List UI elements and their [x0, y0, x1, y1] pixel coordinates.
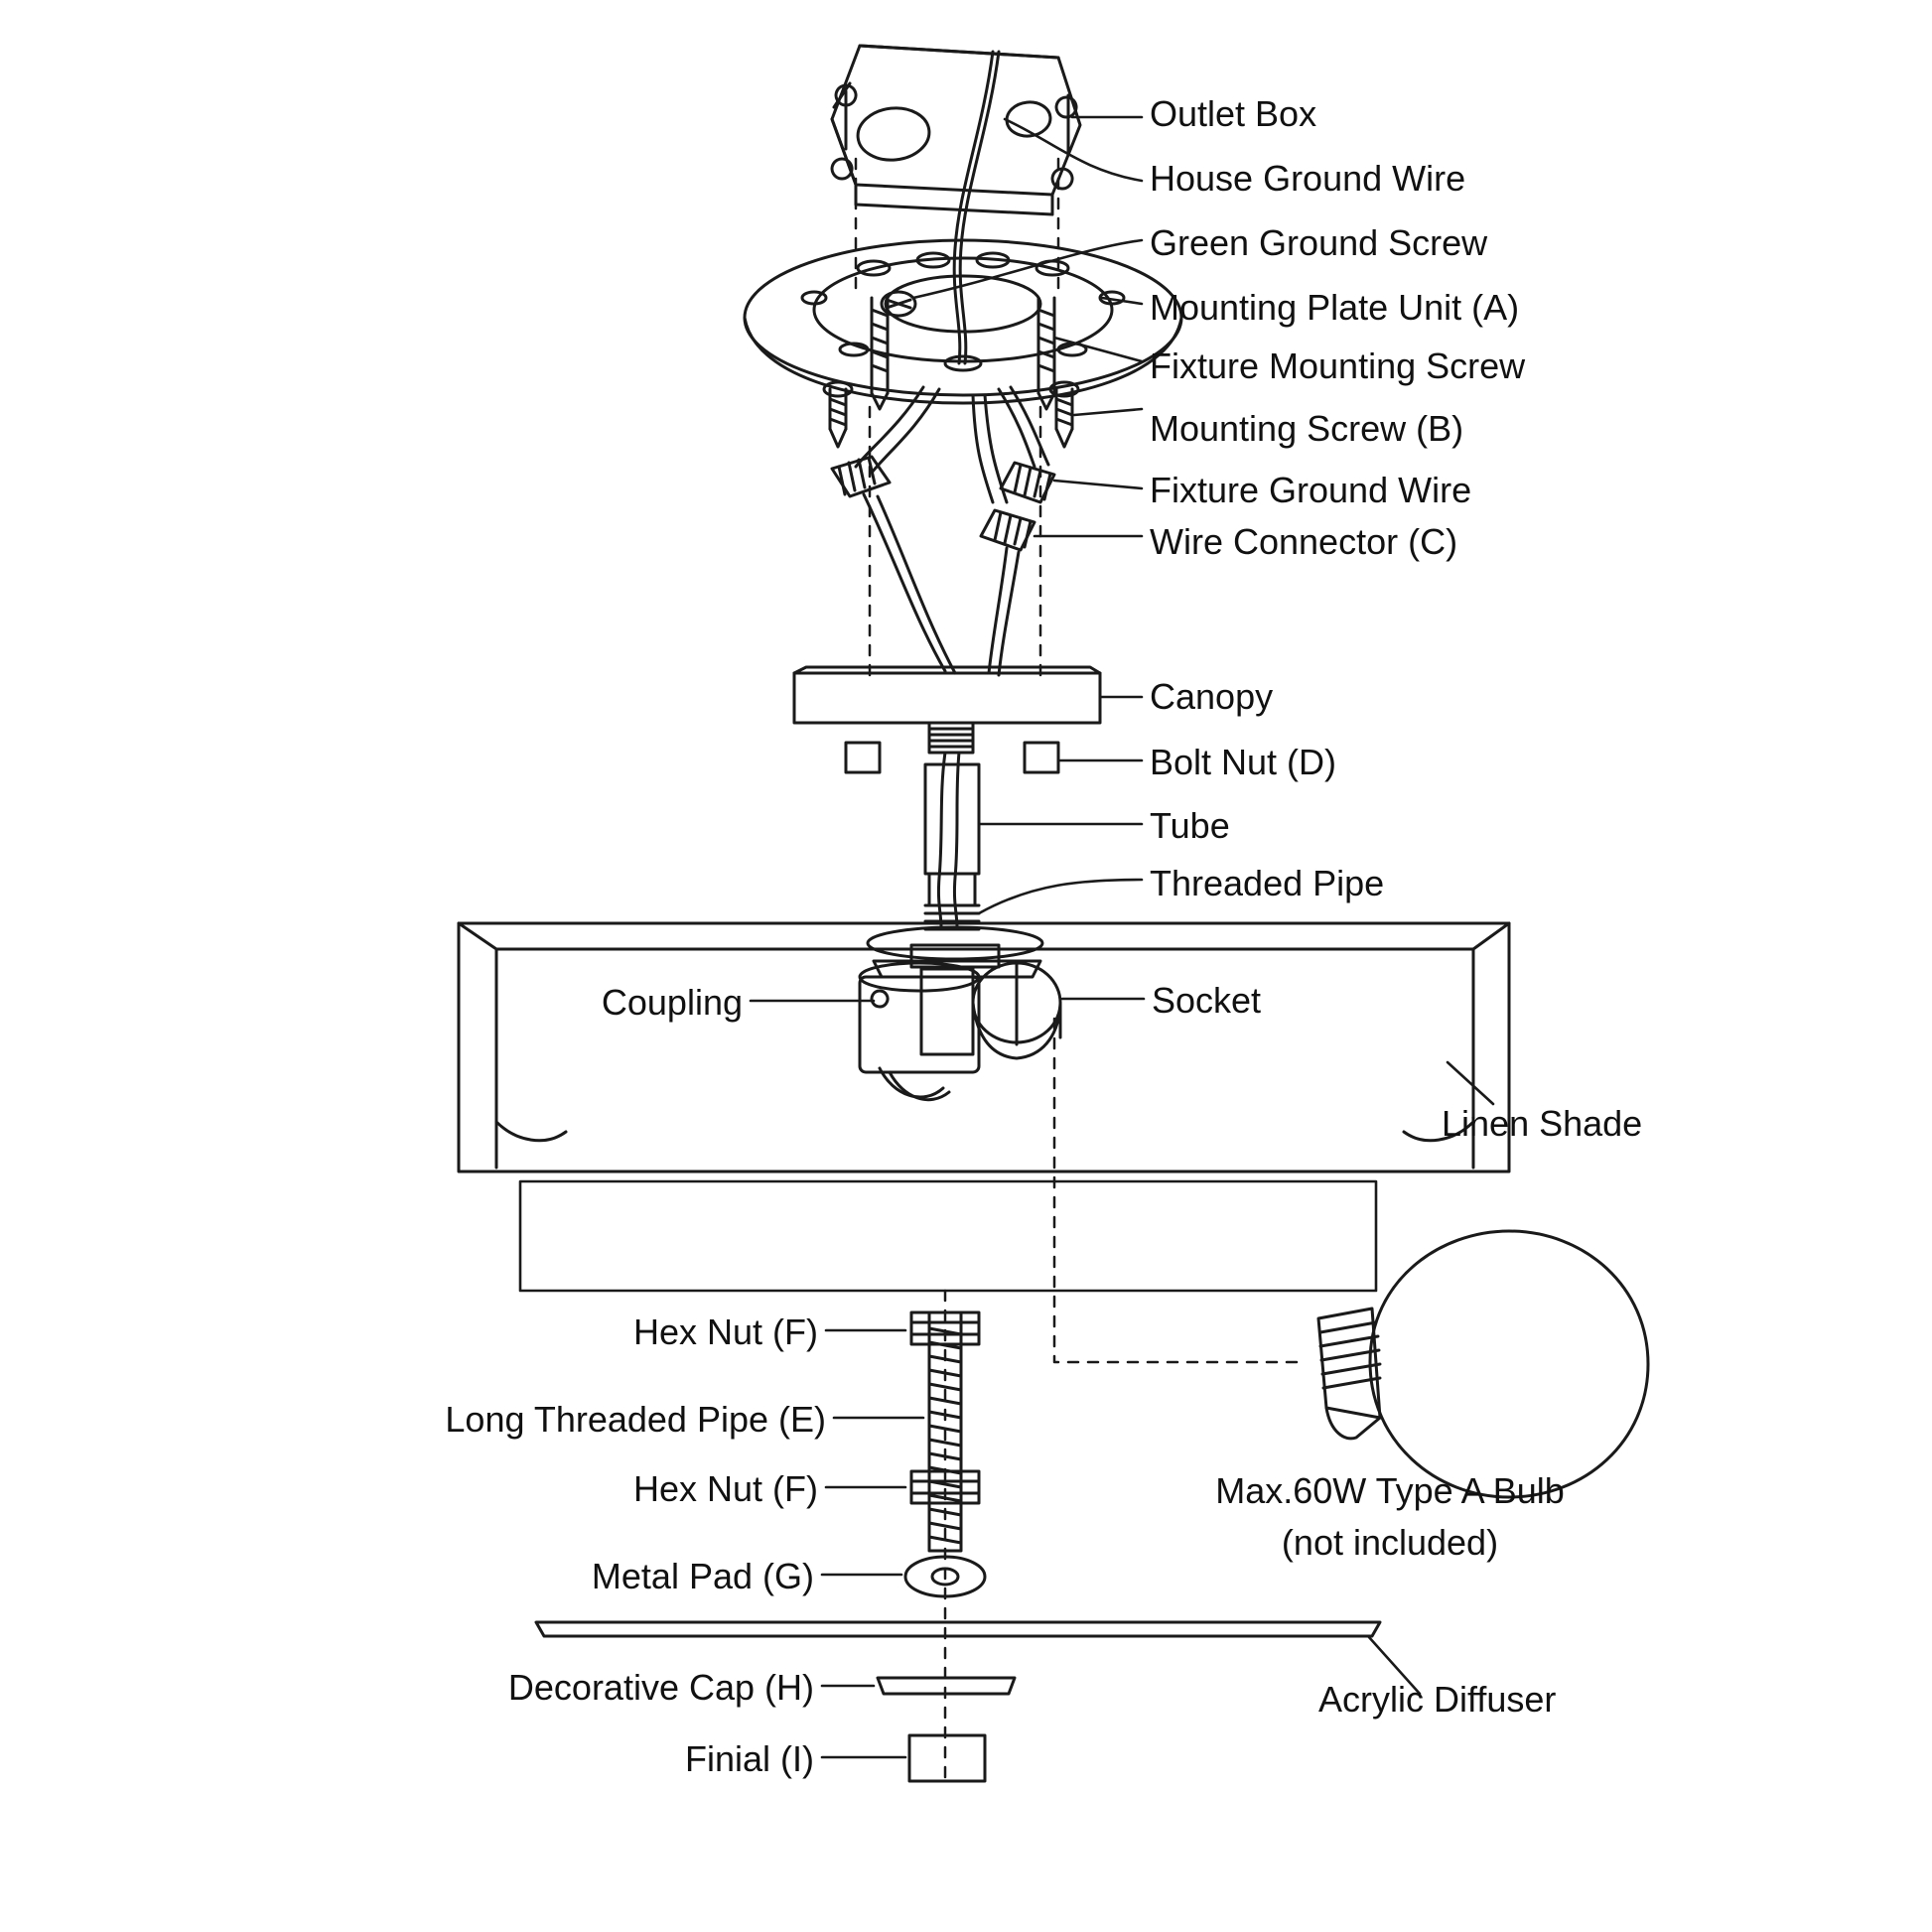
label-socket: Socket: [1152, 980, 1262, 1021]
label-outlet-box: Outlet Box: [1150, 93, 1317, 134]
label-decorative-cap-h: Decorative Cap (H): [507, 1667, 814, 1708]
label-house-ground-wire: House Ground Wire: [1150, 158, 1466, 199]
outlet-box-graphic: [832, 46, 1080, 214]
tube-graphic: [925, 723, 979, 929]
label-hex-nut-f-top: Hex Nut (F): [632, 1311, 818, 1352]
label-canopy: Canopy: [1150, 676, 1274, 717]
label-long-threaded-pipe-e: Long Threaded Pipe (E): [445, 1399, 826, 1440]
bulb-graphic: [1318, 1231, 1648, 1497]
label-bulb-line1: Max.60W Type A Bulb: [1215, 1470, 1565, 1511]
socket-coupling-graphic: [860, 927, 1060, 1100]
finial-i-graphic: [909, 1735, 985, 1781]
wire-connector-graphic: [832, 457, 1054, 550]
wire-to-canopy-graphic: [864, 494, 1019, 675]
label-fixture-mounting-screw: Fixture Mounting Screw: [1150, 345, 1526, 386]
label-bulb-line2: (not included): [1281, 1522, 1499, 1563]
label-mounting-plate-unit: Mounting Plate Unit (A): [1150, 287, 1520, 328]
label-linen-shade: Linen Shade: [1442, 1103, 1643, 1144]
label-wire-connector-c: Wire Connector (C): [1150, 521, 1458, 562]
label-coupling: Coupling: [601, 982, 743, 1023]
label-acrylic-diffuser: Acrylic Diffuser: [1318, 1679, 1557, 1720]
label-bolt-nut-d: Bolt Nut (D): [1150, 742, 1337, 782]
bulb-guide-line: [1054, 1019, 1301, 1362]
inner-wires-graphic: [938, 753, 959, 927]
label-hex-nut-f-bottom: Hex Nut (F): [632, 1468, 818, 1509]
label-green-ground-screw: Green Ground Screw: [1150, 222, 1488, 263]
label-mounting-screw-b: Mounting Screw (B): [1150, 408, 1464, 449]
label-finial-i: Finial (I): [684, 1738, 814, 1779]
canopy-graphic: [794, 667, 1100, 723]
label-threaded-pipe: Threaded Pipe: [1150, 863, 1385, 903]
label-tube: Tube: [1150, 805, 1230, 846]
house-ground-wire-graphic: [954, 52, 999, 363]
label-metal-pad-g: Metal Pad (G): [591, 1556, 814, 1596]
label-fixture-ground-wire: Fixture Ground Wire: [1150, 470, 1472, 510]
